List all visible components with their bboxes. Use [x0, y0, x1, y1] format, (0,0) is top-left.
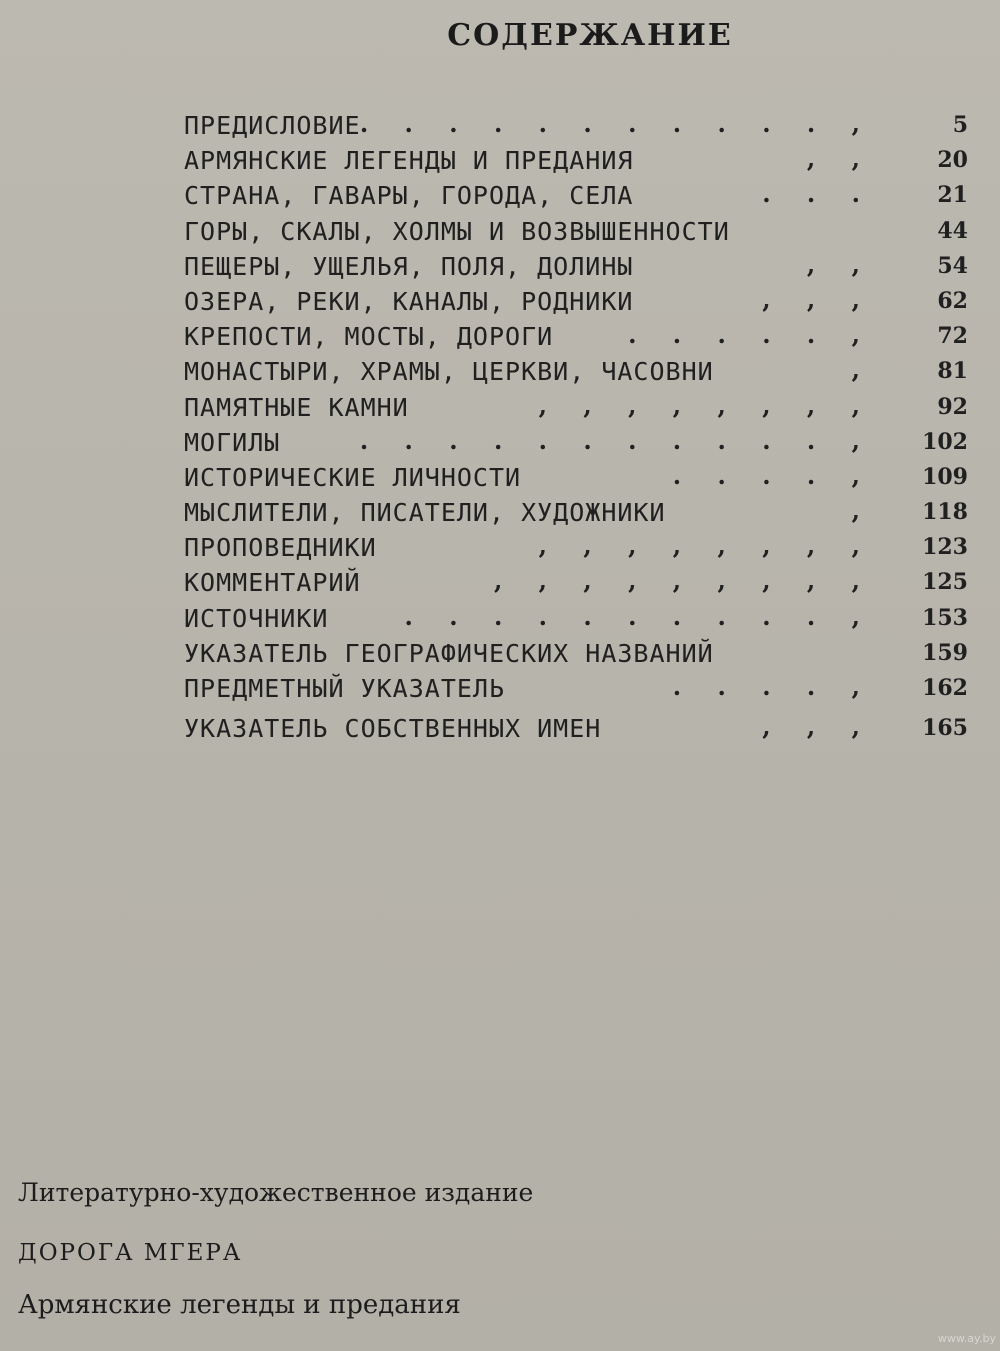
toc-page-number: 62 — [937, 287, 968, 314]
toc-entry — [184, 284, 984, 319]
toc-entry-title: ИСТОРИЧЕСКИЕ ЛИЧНОСТИ — [184, 462, 522, 492]
toc-page-number: 125 — [922, 569, 968, 596]
toc-entry — [184, 319, 984, 354]
toc-entry-title: АРМЯНСКИЕ ЛЕГЕНДЫ И ПРЕДАНИЯ — [184, 146, 634, 176]
toc-leader-dots: , — [851, 355, 874, 385]
toc-leader-dots: , , , , , , , , — [538, 531, 874, 561]
toc-page-number: 102 — [922, 428, 968, 455]
toc-entry — [184, 425, 984, 460]
toc-page-number: 44 — [937, 217, 968, 244]
toc-leader-dots: . . . — [762, 179, 874, 209]
toc-entry-title: КОММЕНТАРИЙ — [184, 568, 361, 598]
toc-entry-title: МОГИЛЫ — [184, 427, 281, 457]
toc-leader-dots: . . . . , — [672, 460, 874, 490]
toc-entry-title: ПРОПОВЕДНИКИ — [184, 533, 377, 563]
toc-entry-title: УКАЗАТЕЛЬ ГЕОГРАФИЧЕСКИХ НАЗВАНИЙ — [184, 638, 714, 668]
toc-page-number: 54 — [937, 252, 968, 279]
toc-entry — [184, 460, 984, 495]
toc-entry — [184, 636, 984, 671]
toc-page-number: 165 — [922, 715, 968, 741]
toc-page-number: 72 — [937, 323, 968, 350]
toc-entry-title: ПАМЯТНЫЕ КАМНИ — [184, 392, 409, 422]
toc-entry — [184, 530, 984, 565]
toc-entry-title: УКАЗАТЕЛЬ СОБСТВЕННЫХ ИМЕН — [184, 714, 602, 743]
toc-entry-title: ИСТОЧНИКИ — [184, 603, 329, 633]
toc-page-number: 109 — [922, 463, 968, 490]
toc-leader-dots: , , , — [762, 712, 874, 741]
page-title: СОДЕРЖАНИЕ — [447, 18, 733, 53]
book-subtitle: Армянские легенды и предания — [18, 1290, 461, 1320]
watermark-text: www.ay.by — [937, 1332, 996, 1345]
toc-entry — [184, 495, 984, 530]
toc-entry — [184, 178, 984, 213]
toc-page-number: 21 — [937, 182, 968, 209]
toc-entry-title: МЫСЛИТЕЛИ, ПИСАТЕЛИ, ХУДОЖНИКИ — [184, 498, 666, 528]
toc-entry-title: ПРЕДМЕТНЫЙ УКАЗАТЕЛЬ — [184, 674, 506, 703]
toc-entry — [184, 711, 984, 751]
table-of-contents — [184, 108, 984, 751]
toc-entry — [184, 565, 984, 600]
toc-leader-dots: . . . . , — [672, 672, 874, 701]
toc-entry — [184, 143, 984, 178]
toc-page-number: 5 — [952, 112, 968, 138]
toc-page-number: 159 — [922, 639, 968, 666]
toc-page-number: 162 — [922, 675, 968, 701]
toc-entry — [184, 601, 984, 636]
toc-entry — [184, 671, 984, 711]
toc-entry-title: ПЕЩЕРЫ, УЩЕЛЬЯ, ПОЛЯ, ДОЛИНЫ — [184, 251, 634, 281]
toc-leader-dots: . . . . . . . . . . , — [404, 601, 874, 631]
toc-leader-dots: , — [851, 496, 874, 526]
toc-page-number: 123 — [922, 534, 968, 561]
book-title: ДОРОГА МГЕРА — [18, 1240, 243, 1266]
toc-leader-dots: . . . . . , — [628, 320, 874, 350]
toc-page-number: 153 — [922, 604, 968, 631]
toc-entry — [184, 108, 984, 143]
toc-page-number: 118 — [922, 499, 968, 526]
toc-leader-dots: , , — [806, 144, 874, 174]
toc-page-number: 92 — [937, 393, 968, 420]
toc-leader-dots: . . . . . . . . . . . , — [359, 109, 874, 138]
toc-leader-dots: . . . . . . . . . . . , — [359, 425, 874, 455]
toc-leader-dots: , , , , , , , , , — [493, 566, 874, 596]
toc-leader-dots: , , , , , , , , — [538, 390, 874, 420]
toc-leader-dots: , , — [806, 249, 874, 279]
edition-type: Литературно-художественное издание — [18, 1178, 534, 1207]
toc-entry — [184, 390, 984, 425]
toc-entry-title: ГОРЫ, СКАЛЫ, ХОЛМЫ И ВОЗВЫШЕННОСТИ — [184, 216, 730, 246]
toc-entry-title: ПРЕДИСЛОВИЕ — [184, 111, 361, 140]
toc-page-number: 81 — [937, 358, 968, 385]
toc-entry — [184, 354, 984, 389]
toc-entry-title: СТРАНА, ГАВАРЫ, ГОРОДА, СЕЛА — [184, 181, 634, 211]
toc-page-number: 20 — [937, 147, 968, 174]
toc-entry-title: КРЕПОСТИ, МОСТЫ, ДОРОГИ — [184, 322, 554, 352]
toc-entry-title: МОНАСТЫРИ, ХРАМЫ, ЦЕРКВИ, ЧАСОВНИ — [184, 357, 714, 387]
toc-leader-dots: , , , — [762, 284, 874, 314]
toc-entry-title: ОЗЕРА, РЕКИ, КАНАЛЫ, РОДНИКИ — [184, 286, 634, 316]
toc-entry — [184, 214, 984, 249]
toc-entry — [184, 249, 984, 284]
